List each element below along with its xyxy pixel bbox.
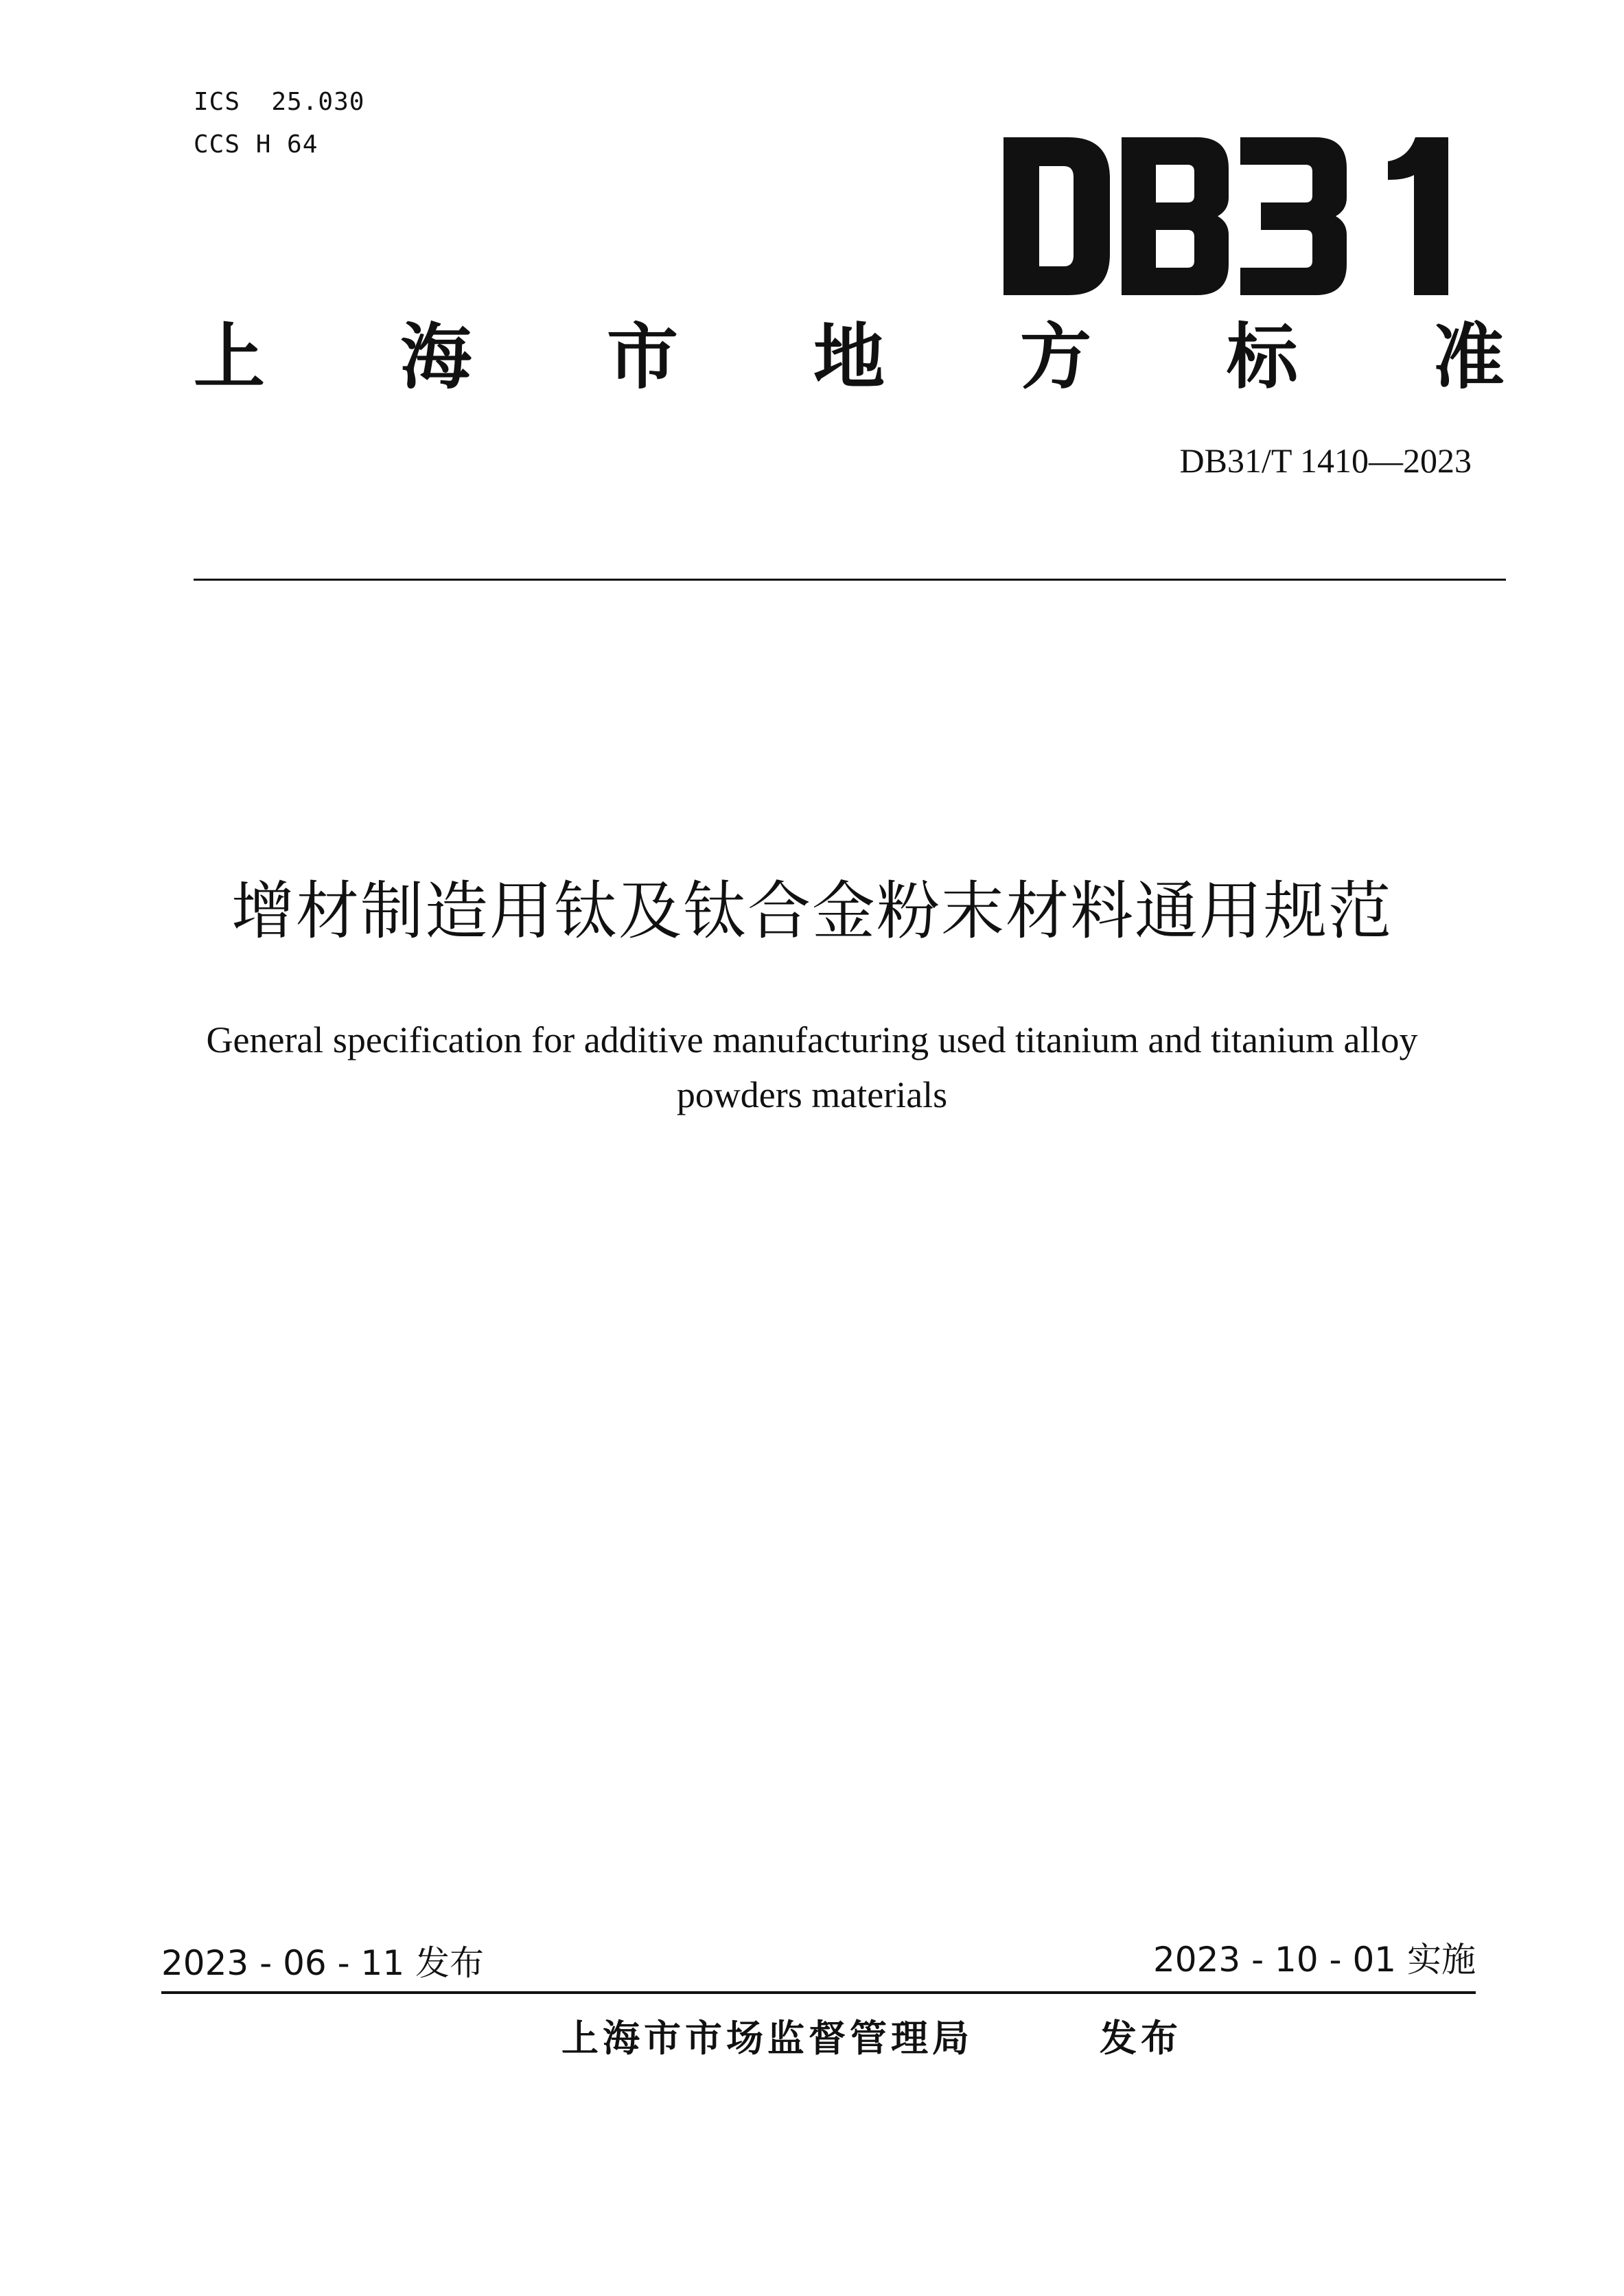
standard-type-char: 市 xyxy=(606,315,678,399)
db31-logo-mark xyxy=(1004,137,1448,295)
title-english-line: General specification for additive manufacturing used titanium and titanium alloy xyxy=(206,1019,1418,1060)
issue-date: 2023 - 06 - 11 发布 xyxy=(161,1943,485,1983)
standard-type-char: 标 xyxy=(1226,315,1298,399)
standard-number: DB31/T 1410—2023 xyxy=(1179,441,1472,480)
issuing-authority: 上海市市场监督管理局 xyxy=(561,2017,973,2060)
header-divider xyxy=(194,579,1506,581)
standard-type-char: 地 xyxy=(813,315,885,399)
ics-code: ICS 25.030 xyxy=(194,88,365,116)
title-chinese: 增材制造用钛及钛合金粉末材料通用规范 xyxy=(231,874,1393,948)
issuing-action: 发布 xyxy=(1100,2017,1182,2060)
implementation-date: 2023 - 10 - 01 实施 xyxy=(1152,1940,1476,1980)
db31-logo-letter-d xyxy=(1004,137,1110,295)
footer-divider xyxy=(161,1991,1476,1994)
standard-type-heading xyxy=(194,312,1505,402)
db31-logo-digit-1 xyxy=(1388,137,1448,295)
standard-type-char: 海 xyxy=(399,315,472,399)
ccs-code: CCS H 64 xyxy=(194,130,318,159)
standard-type-char: 准 xyxy=(1432,315,1505,399)
standard-type-char: 方 xyxy=(1019,315,1091,399)
title-english xyxy=(160,1012,1464,1122)
db31-logo-digit-3 xyxy=(1240,137,1347,295)
db31-logo-letter-b xyxy=(1122,137,1229,295)
standard-type-char: 上 xyxy=(194,315,266,399)
classification-codes xyxy=(194,81,364,166)
title-english-line: powders materials xyxy=(676,1074,948,1115)
